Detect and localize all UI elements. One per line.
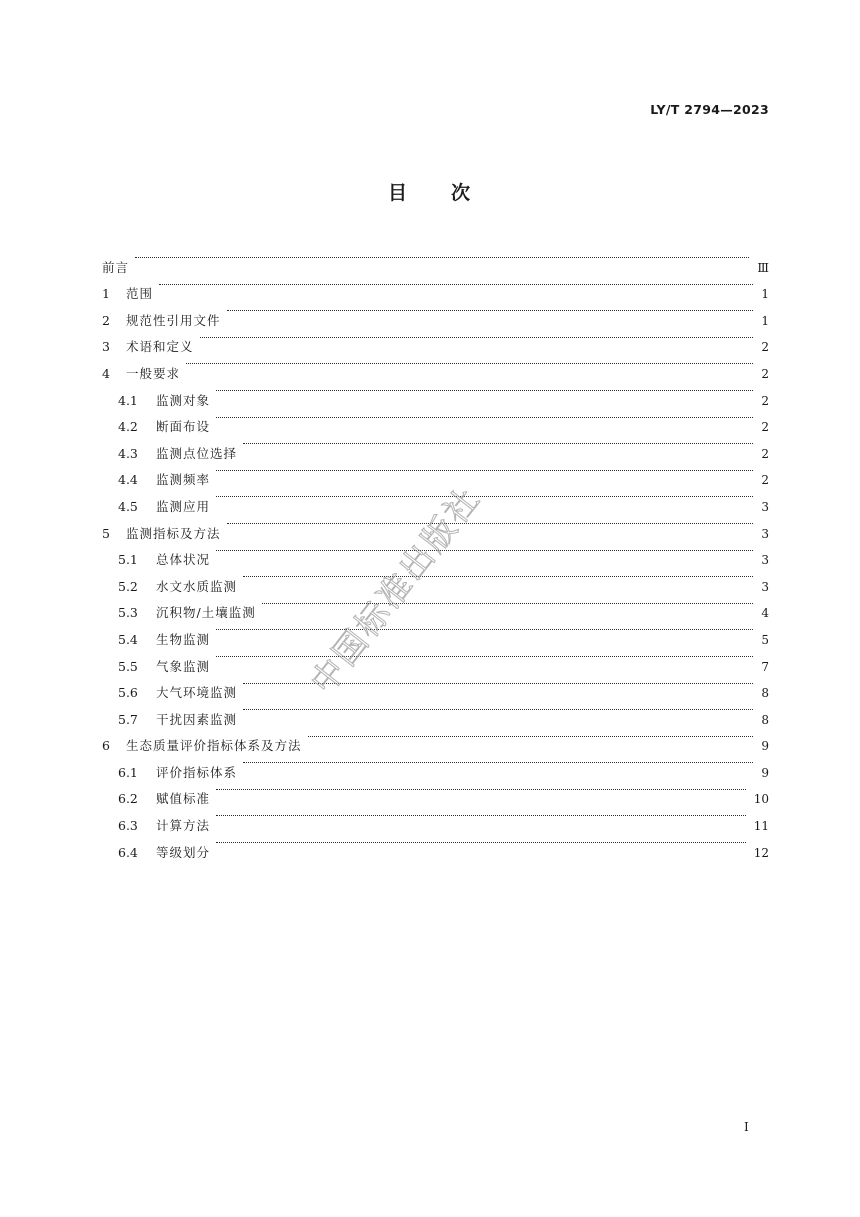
toc-dot-leader [243,564,753,591]
toc-entry-page: 1 [761,313,769,328]
toc-entry[interactable] [102,298,769,328]
toc-entry-page: 4 [761,606,769,621]
toc-entry-number: 5.4 [118,631,138,647]
toc-dot-leader [200,325,753,352]
toc-entry[interactable] [102,351,769,381]
toc-entry-number: 6.2 [118,791,138,807]
toc-entry-page: 8 [761,686,769,701]
toc-entry-page: 2 [761,393,769,408]
watermark: 中国标准出版社 [302,478,489,702]
toc-entry-number: 4.3 [118,445,138,461]
toc-entry[interactable] [102,378,769,408]
toc-entry-label: 总体状况 [156,552,211,568]
toc-dot-leader [243,431,753,458]
toc-entry-label: 范围 [126,286,154,302]
toc-entry-label: 一般要求 [126,365,181,381]
toc-entry-label: 气象监测 [156,658,211,674]
toc-entry-page: 3 [761,579,769,594]
toc-dot-leader [216,803,746,830]
toc-entry-number: 5.1 [118,552,138,568]
toc-entry-page: 2 [761,473,769,488]
toc-entry-number: 5.3 [118,605,138,621]
toc-entry-number: 5.5 [118,658,138,674]
toc-entry-number: 5.2 [118,578,138,594]
toc-entry-label: 评价指标体系 [156,764,238,780]
toc-entry-number: 3 [102,339,110,355]
toc-entry-number: 4.2 [118,419,138,435]
toc-entry[interactable] [102,272,769,302]
toc-dot-leader [243,750,753,777]
toc-entry-page: 9 [761,765,769,780]
toc-entry-label: 沉积物/土壤监测 [156,605,256,621]
toc-dot-leader [135,245,749,272]
toc-entry-number: 4.4 [118,472,138,488]
page-title: 目 次 [387,182,472,204]
toc-entry-page: 11 [753,819,769,834]
toc-dot-leader [216,830,746,857]
toc-entry-number: 6.4 [118,844,138,860]
toc-entry-page: 5 [761,632,769,647]
toc-entry-page: 10 [753,792,769,807]
toc-entry-page: 12 [753,845,769,860]
toc-entry-label: 监测应用 [156,498,211,514]
toc-entry[interactable] [102,245,769,275]
toc-entry-page: 3 [761,499,769,514]
toc-dot-leader [216,458,753,485]
toc-entry-number: 4.1 [118,392,138,408]
toc-entry-label: 等级划分 [156,844,211,860]
toc-entry-label: 计算方法 [156,818,211,834]
toc-entry-label: 干扰因素监测 [156,711,238,727]
toc-entry-label: 监测频率 [156,472,211,488]
toc-entry[interactable] [102,325,769,355]
toc-entry-label: 监测点位选择 [156,445,238,461]
toc-entry-page: 2 [761,446,769,461]
toc-entry-label: 监测对象 [156,392,211,408]
toc-entry-number: 6.3 [118,818,138,834]
toc-entry-number: 5 [102,525,110,541]
toc-entry-number: 5.7 [118,711,138,727]
toc-entry-number: 2 [102,312,110,328]
toc-entry-number: 4.5 [118,498,138,514]
toc-entry-number: 4 [102,365,110,381]
toc-dot-leader [216,777,746,804]
toc-dot-leader [216,378,753,405]
toc-dot-leader [216,405,753,432]
toc-entry-label: 赋值标准 [156,791,211,807]
toc-entry-page: 2 [761,420,769,435]
toc-dot-leader [243,697,753,724]
toc-entry-page: 1 [761,287,769,302]
toc-entry-page: 2 [761,340,769,355]
toc-entry-label: 生物监测 [156,631,211,647]
toc-dot-leader [227,298,753,325]
toc-entry-label: 前言 [102,259,130,275]
toc-entry-label: 水文水质监测 [156,578,238,594]
toc-entry-label: 术语和定义 [126,339,194,355]
toc-entry-page: 3 [761,553,769,568]
toc-dot-leader [216,617,753,644]
toc-dot-leader [216,644,753,671]
toc-entry-label: 大气环境监测 [156,685,238,701]
toc-entry-page: 3 [761,526,769,541]
toc-entry-label: 断面布设 [156,419,211,435]
toc-entry-page: Ⅲ [757,260,769,275]
page-number: I [744,1120,749,1134]
toc-dot-leader [216,538,753,565]
toc-entry-number: 1 [102,286,110,302]
toc-dot-leader [159,272,753,299]
toc-dot-leader [227,511,753,538]
toc-entry-page: 2 [761,366,769,381]
toc-entry-page: 9 [761,739,769,754]
toc-dot-leader [186,351,753,378]
toc-entry-label: 规范性引用文件 [126,312,221,328]
toc-entry-number: 6 [102,738,110,754]
toc-entry-label: 监测指标及方法 [126,525,221,541]
toc-entry-number: 5.6 [118,685,138,701]
toc-entry-number: 6.1 [118,764,138,780]
toc-dot-leader [308,724,753,751]
toc-entry-page: 7 [761,659,769,674]
toc-dot-leader [262,591,753,618]
standard-code: LY/T 2794—2023 [650,102,769,117]
toc-entry-page: 8 [761,712,769,727]
toc-entry-label: 生态质量评价指标体系及方法 [126,738,302,754]
